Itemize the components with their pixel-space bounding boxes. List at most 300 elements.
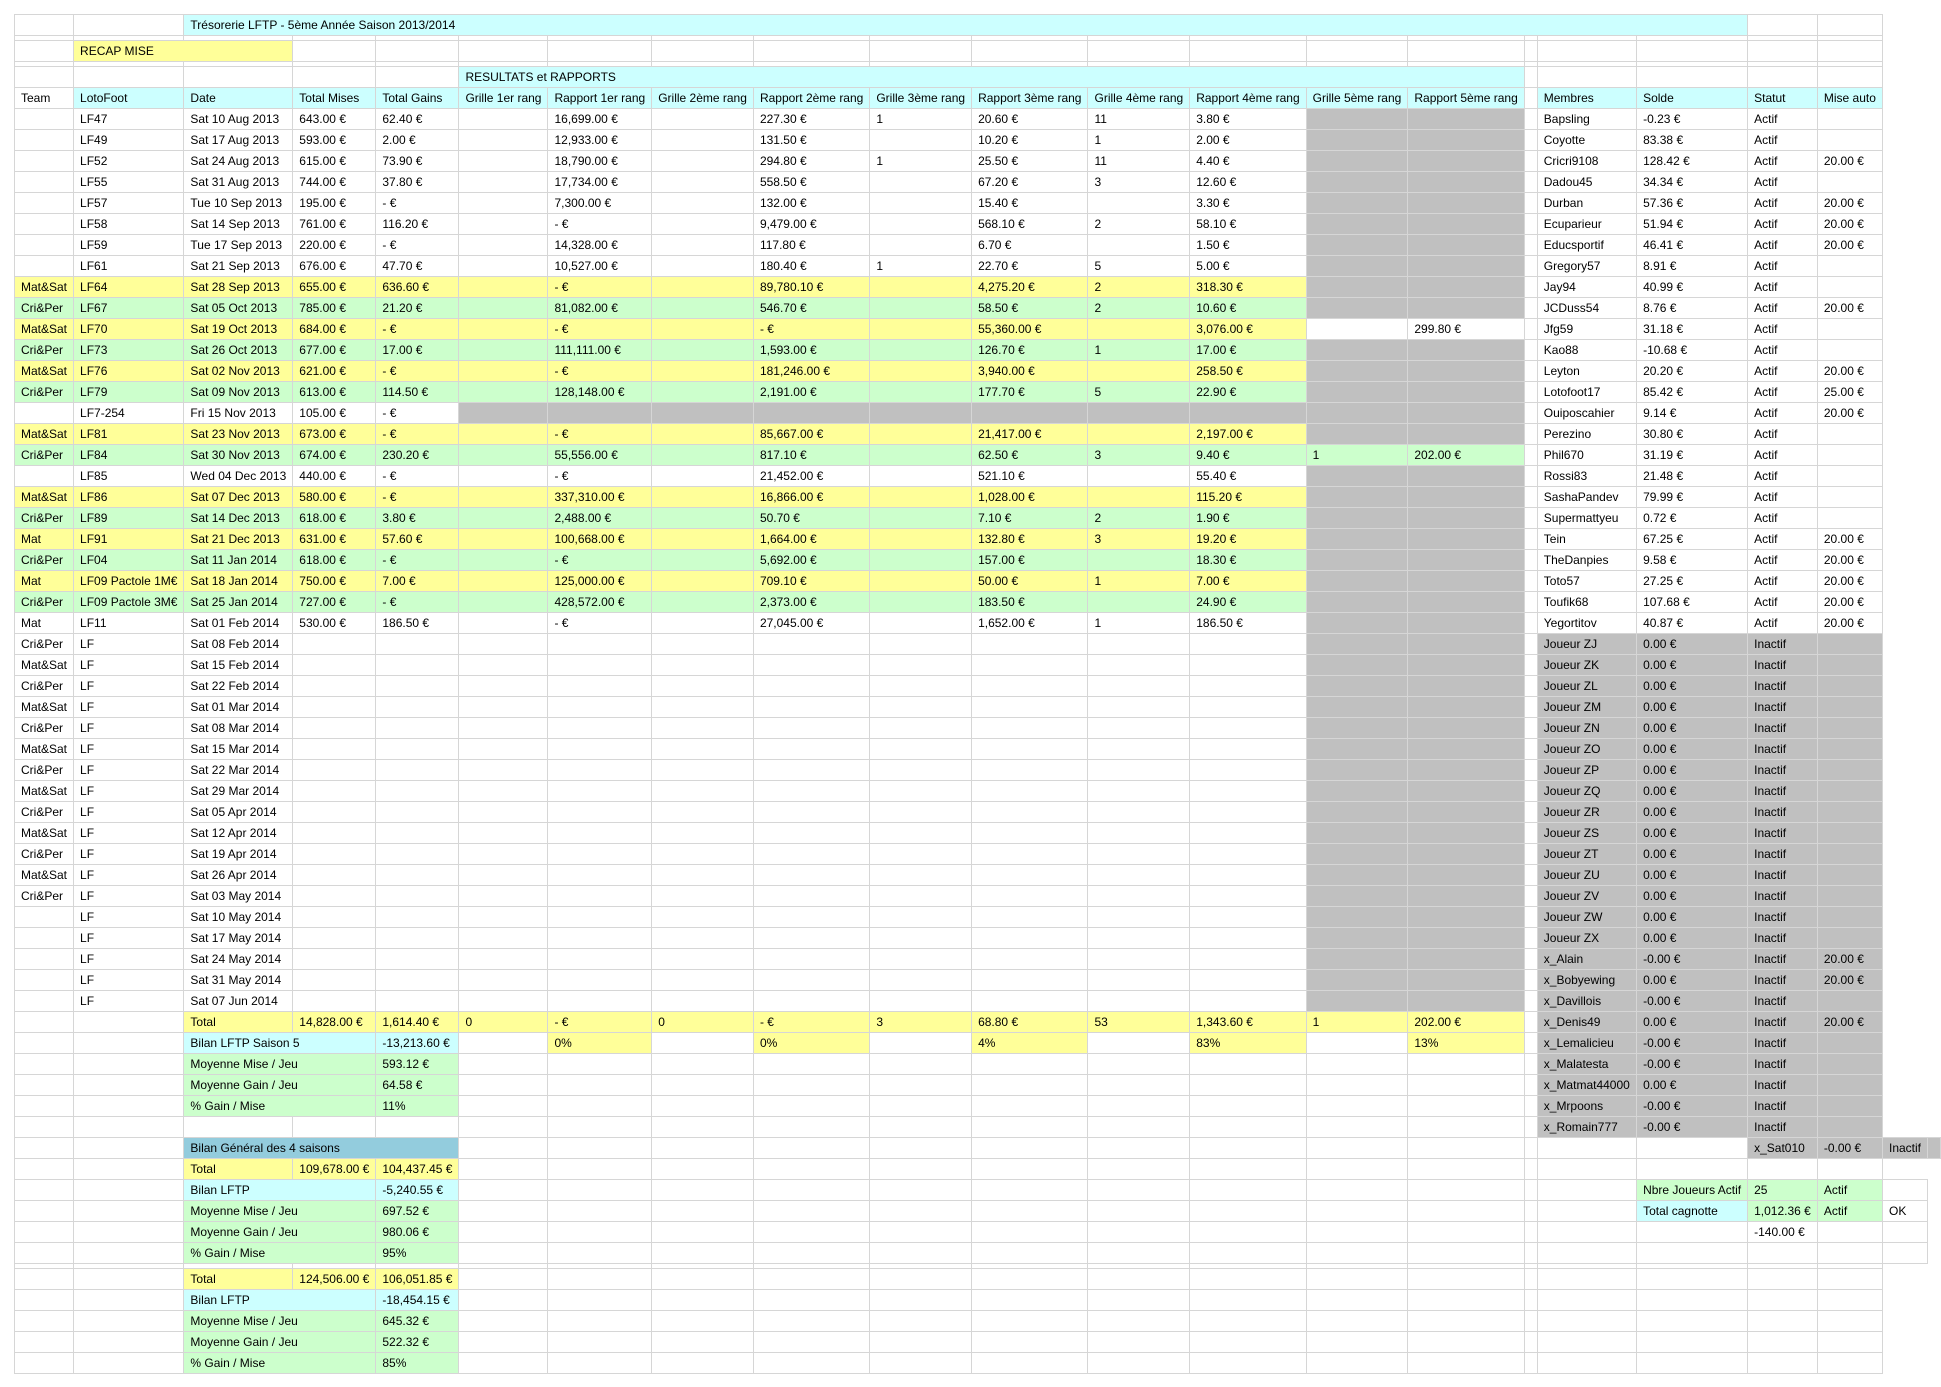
game-g3[interactable]: 1 (870, 256, 972, 277)
game-mises[interactable] (293, 823, 376, 844)
empty-cell[interactable] (652, 1290, 754, 1311)
member-statut[interactable]: Inactif (1748, 802, 1818, 823)
cagnotte-status[interactable]: Actif (1817, 1201, 1882, 1222)
empty-cell[interactable] (972, 1332, 1088, 1353)
game-gains[interactable]: 37.80 € (376, 172, 459, 193)
member-name[interactable]: Joueur ZX (1537, 928, 1636, 949)
member-solde[interactable]: 0.00 € (1637, 697, 1748, 718)
empty-cell[interactable] (459, 1353, 548, 1374)
cell[interactable] (972, 1096, 1088, 1117)
game-r4[interactable] (1190, 718, 1306, 739)
game-r5[interactable] (1408, 214, 1524, 235)
cell[interactable] (972, 1117, 1088, 1138)
game-gains[interactable]: 116.20 € (376, 214, 459, 235)
member-solde[interactable]: 0.00 € (1637, 907, 1748, 928)
member-mise-auto[interactable] (1817, 760, 1882, 781)
game-r4[interactable] (1190, 655, 1306, 676)
game-r5[interactable] (1408, 697, 1524, 718)
game-r5[interactable] (1408, 487, 1524, 508)
game-r1[interactable] (548, 718, 652, 739)
game-lf[interactable]: LF59 (74, 235, 184, 256)
cell[interactable] (1524, 172, 1537, 193)
member-statut[interactable]: Inactif (1748, 760, 1818, 781)
member-name[interactable]: x_Lemalicieu (1537, 1033, 1636, 1054)
game-g3[interactable] (870, 571, 972, 592)
game-r1[interactable] (548, 655, 652, 676)
game-g4[interactable] (1088, 466, 1190, 487)
game-r2[interactable]: 85,667.00 € (753, 424, 869, 445)
cell[interactable] (1524, 1138, 1537, 1159)
game-team[interactable] (15, 235, 74, 256)
cell[interactable] (548, 1222, 652, 1243)
game-date[interactable]: Sat 08 Feb 2014 (184, 634, 293, 655)
game-r3[interactable]: 521.10 € (972, 466, 1088, 487)
game-g5[interactable] (1306, 529, 1408, 550)
cell[interactable] (459, 1159, 548, 1180)
member-name[interactable]: Dadou45 (1537, 172, 1636, 193)
member-column-header[interactable]: Membres (1537, 88, 1636, 109)
game-team[interactable] (15, 256, 74, 277)
game-r5[interactable] (1408, 886, 1524, 907)
member-solde[interactable]: 0.00 € (1637, 844, 1748, 865)
cell[interactable] (652, 1243, 754, 1264)
game-r1[interactable] (548, 676, 652, 697)
game-team[interactable]: Mat&Sat (15, 697, 74, 718)
game-r1[interactable] (548, 886, 652, 907)
game-g4[interactable] (1088, 487, 1190, 508)
member-solde[interactable]: 0.00 € (1637, 1075, 1748, 1096)
empty-cell[interactable] (753, 41, 869, 62)
game-g1[interactable] (459, 319, 548, 340)
member-name[interactable]: Educsportif (1537, 235, 1636, 256)
game-g4[interactable] (1088, 697, 1190, 718)
game-r4[interactable]: 258.50 € (1190, 361, 1306, 382)
cell[interactable] (15, 41, 74, 62)
cell[interactable] (870, 1054, 972, 1075)
cell[interactable] (15, 1117, 74, 1138)
cell[interactable] (293, 67, 376, 88)
game-r2[interactable] (753, 676, 869, 697)
game-r2[interactable] (753, 907, 869, 928)
game-mises[interactable]: 673.00 € (293, 424, 376, 445)
game-g3[interactable] (870, 592, 972, 613)
game-g3[interactable] (870, 382, 972, 403)
game-g2[interactable] (652, 844, 754, 865)
game-g1[interactable] (459, 991, 548, 1012)
game-g1[interactable] (459, 907, 548, 928)
cell[interactable] (1088, 1159, 1190, 1180)
game-g4[interactable]: 5 (1088, 256, 1190, 277)
game-g2[interactable] (652, 550, 754, 571)
game-r5[interactable] (1408, 865, 1524, 886)
game-r1[interactable]: 18,790.00 € (548, 151, 652, 172)
general-total-gains[interactable]: 104,437.45 € (376, 1159, 459, 1180)
game-g3[interactable] (870, 172, 972, 193)
member-mise-auto[interactable] (1817, 991, 1882, 1012)
game-r3[interactable]: 1,652.00 € (972, 613, 1088, 634)
member-solde[interactable]: 0.00 € (1637, 970, 1748, 991)
game-g3[interactable] (870, 361, 972, 382)
game-team[interactable]: Cri&Per (15, 340, 74, 361)
cell[interactable] (1524, 1075, 1537, 1096)
cell[interactable] (1524, 781, 1537, 802)
game-r3[interactable] (972, 403, 1088, 424)
game-r5[interactable] (1408, 655, 1524, 676)
game-mises[interactable]: 785.00 € (293, 298, 376, 319)
game-g2[interactable] (652, 466, 754, 487)
game-g4[interactable] (1088, 655, 1190, 676)
cell[interactable] (1524, 1033, 1537, 1054)
member-mise-auto[interactable] (1817, 109, 1882, 130)
cell[interactable] (1524, 613, 1537, 634)
game-g1[interactable] (459, 634, 548, 655)
empty-cell[interactable] (652, 1269, 754, 1290)
game-g4[interactable] (1088, 823, 1190, 844)
cell[interactable] (870, 1138, 972, 1159)
member-mise-auto[interactable] (1928, 1138, 1941, 1159)
empty-cell[interactable] (1306, 1269, 1408, 1290)
member-solde[interactable]: 34.34 € (1637, 172, 1748, 193)
game-mises[interactable]: 643.00 € (293, 109, 376, 130)
game-r3[interactable] (972, 655, 1088, 676)
cell[interactable] (74, 1311, 184, 1332)
game-r3[interactable]: 55,360.00 € (972, 319, 1088, 340)
member-solde[interactable]: 40.99 € (1637, 277, 1748, 298)
member-mise-auto[interactable]: 20.00 € (1817, 949, 1882, 970)
member-statut[interactable]: Inactif (1748, 865, 1818, 886)
game-date[interactable]: Sat 30 Nov 2013 (184, 445, 293, 466)
game-g1[interactable] (459, 424, 548, 445)
member-mise-auto[interactable] (1817, 655, 1882, 676)
cell[interactable] (1088, 1096, 1190, 1117)
game-g5[interactable] (1306, 991, 1408, 1012)
game-g1[interactable] (459, 970, 548, 991)
empty-cell[interactable] (870, 1311, 972, 1332)
game-mises[interactable] (293, 844, 376, 865)
cell[interactable] (652, 1096, 754, 1117)
member-solde[interactable]: 0.00 € (1637, 823, 1748, 844)
cell[interactable] (74, 1117, 184, 1138)
game-r2[interactable]: 5,692.00 € (753, 550, 869, 571)
game-lf[interactable]: LF84 (74, 445, 184, 466)
game-r5[interactable] (1408, 718, 1524, 739)
cell[interactable] (74, 1332, 184, 1353)
cell[interactable] (74, 1269, 184, 1290)
game-g3[interactable] (870, 991, 972, 1012)
game-gains[interactable] (376, 676, 459, 697)
cell[interactable] (652, 1159, 754, 1180)
game-team[interactable] (15, 130, 74, 151)
game-g4[interactable]: 2 (1088, 508, 1190, 529)
member-name[interactable]: Joueur ZR (1537, 802, 1636, 823)
game-r2[interactable] (753, 403, 869, 424)
game-g5[interactable] (1306, 739, 1408, 760)
cell[interactable] (652, 1117, 754, 1138)
game-r1[interactable]: 125,000.00 € (548, 571, 652, 592)
game-r2[interactable] (753, 655, 869, 676)
totals-g3[interactable]: 3 (870, 1012, 972, 1033)
game-g1[interactable] (459, 298, 548, 319)
game-r1[interactable] (548, 802, 652, 823)
cell[interactable] (1882, 1243, 1927, 1264)
game-g1[interactable] (459, 193, 548, 214)
member-name[interactable]: Joueur ZP (1537, 760, 1636, 781)
empty-cell[interactable] (1748, 1353, 1818, 1374)
game-r5[interactable] (1408, 424, 1524, 445)
game-date[interactable]: Wed 04 Dec 2013 (184, 466, 293, 487)
member-mise-auto[interactable] (1817, 865, 1882, 886)
member-name[interactable]: x_Bobyewing (1537, 970, 1636, 991)
empty-cell[interactable] (1306, 41, 1408, 62)
game-r4[interactable] (1190, 949, 1306, 970)
game-team[interactable]: Cri&Per (15, 382, 74, 403)
cell[interactable] (1524, 319, 1537, 340)
season-stat-value[interactable]: 593.12 € (376, 1054, 459, 1075)
cell[interactable] (15, 1353, 74, 1374)
cell[interactable] (1537, 1138, 1636, 1159)
member-name[interactable]: TheDanpies (1537, 550, 1636, 571)
game-g4[interactable] (1088, 865, 1190, 886)
cell[interactable] (548, 1180, 652, 1201)
game-r1[interactable]: - € (548, 550, 652, 571)
game-r5[interactable] (1408, 340, 1524, 361)
game-g3[interactable] (870, 613, 972, 634)
game-r3[interactable]: 6.70 € (972, 235, 1088, 256)
game-team[interactable] (15, 403, 74, 424)
game-g4[interactable]: 3 (1088, 172, 1190, 193)
game-r4[interactable]: 1.90 € (1190, 508, 1306, 529)
game-lf[interactable]: LF58 (74, 214, 184, 235)
member-statut[interactable]: Inactif (1748, 1096, 1818, 1117)
cell[interactable] (1524, 1180, 1537, 1201)
game-g3[interactable] (870, 823, 972, 844)
game-lf[interactable]: LF (74, 760, 184, 781)
game-r2[interactable]: 131.50 € (753, 130, 869, 151)
game-date[interactable]: Sat 22 Feb 2014 (184, 676, 293, 697)
empty-cell[interactable] (1306, 1353, 1408, 1374)
game-team[interactable]: Mat&Sat (15, 361, 74, 382)
game-date[interactable]: Sat 05 Apr 2014 (184, 802, 293, 823)
game-date[interactable]: Sat 05 Oct 2013 (184, 298, 293, 319)
cell[interactable] (15, 1269, 74, 1290)
cell[interactable] (548, 1117, 652, 1138)
cell[interactable] (652, 1138, 754, 1159)
cell[interactable] (1306, 1075, 1408, 1096)
game-r2[interactable]: 294.80 € (753, 151, 869, 172)
game-team[interactable] (15, 151, 74, 172)
game-r3[interactable]: 15.40 € (972, 193, 1088, 214)
member-mise-auto[interactable] (1817, 256, 1882, 277)
game-g4[interactable] (1088, 739, 1190, 760)
cell[interactable] (74, 1243, 184, 1264)
member-statut[interactable]: Inactif (1748, 928, 1818, 949)
game-g1[interactable] (459, 844, 548, 865)
game-r4[interactable]: 115.20 € (1190, 487, 1306, 508)
game-g1[interactable] (459, 697, 548, 718)
empty-cell[interactable] (1524, 1269, 1537, 1290)
game-date[interactable]: Sat 24 May 2014 (184, 949, 293, 970)
member-mise-auto[interactable]: 20.00 € (1817, 571, 1882, 592)
game-team[interactable]: Cri&Per (15, 634, 74, 655)
game-g2[interactable] (652, 151, 754, 172)
empty-cell[interactable] (753, 1290, 869, 1311)
game-r1[interactable]: 428,572.00 € (548, 592, 652, 613)
member-mise-auto[interactable]: 20.00 € (1817, 613, 1882, 634)
empty-cell[interactable] (1088, 1311, 1190, 1332)
member-solde[interactable]: 0.00 € (1637, 928, 1748, 949)
game-lf[interactable]: LF (74, 991, 184, 1012)
game-r1[interactable]: 55,556.00 € (548, 445, 652, 466)
cell[interactable] (15, 1311, 74, 1332)
cell[interactable] (1537, 1159, 1636, 1180)
game-g5[interactable] (1306, 634, 1408, 655)
member-solde[interactable]: -0.00 € (1817, 1138, 1882, 1159)
cell[interactable] (1524, 844, 1537, 865)
game-r3[interactable] (972, 760, 1088, 781)
member-mise-auto[interactable] (1817, 697, 1882, 718)
member-mise-auto[interactable] (1817, 340, 1882, 361)
cell[interactable] (753, 1201, 869, 1222)
game-team[interactable]: Cri&Per (15, 802, 74, 823)
cell[interactable] (1524, 592, 1537, 613)
game-g5[interactable] (1306, 298, 1408, 319)
game-mises[interactable]: 677.00 € (293, 340, 376, 361)
game-r2[interactable]: 227.30 € (753, 109, 869, 130)
game-g3[interactable] (870, 760, 972, 781)
season-stat-value[interactable]: 64.58 € (376, 1075, 459, 1096)
cell[interactable] (1524, 508, 1537, 529)
game-lf[interactable]: LF91 (74, 529, 184, 550)
game-g3[interactable]: 1 (870, 151, 972, 172)
game-g5[interactable] (1306, 781, 1408, 802)
cell[interactable] (459, 1180, 548, 1201)
cell[interactable] (1524, 382, 1537, 403)
game-mises[interactable]: 727.00 € (293, 592, 376, 613)
cell[interactable] (15, 67, 74, 88)
cell[interactable] (15, 15, 74, 36)
game-mises[interactable] (293, 760, 376, 781)
member-name[interactable]: x_Matmat44000 (1537, 1075, 1636, 1096)
member-name[interactable]: x_Romain777 (1537, 1117, 1636, 1138)
game-g1[interactable] (459, 508, 548, 529)
game-date[interactable]: Sat 15 Mar 2014 (184, 739, 293, 760)
game-g4[interactable] (1088, 193, 1190, 214)
cell[interactable] (1524, 424, 1537, 445)
game-g4[interactable]: 1 (1088, 571, 1190, 592)
column-header[interactable]: Date (184, 88, 293, 109)
game-g5[interactable] (1306, 802, 1408, 823)
empty-cell[interactable] (1088, 1290, 1190, 1311)
empty-cell[interactable] (1637, 67, 1748, 88)
member-statut[interactable]: Actif (1748, 382, 1818, 403)
game-g2[interactable] (652, 592, 754, 613)
game-g5[interactable]: 1 (1306, 445, 1408, 466)
member-name[interactable]: Joueur ZO (1537, 739, 1636, 760)
game-g5[interactable] (1306, 760, 1408, 781)
game-g2[interactable] (652, 424, 754, 445)
member-name[interactable]: x_Davillois (1537, 991, 1636, 1012)
game-g2[interactable] (652, 130, 754, 151)
game-gains[interactable] (376, 739, 459, 760)
pct-5[interactable]: 13% (1408, 1033, 1524, 1054)
game-r3[interactable]: 132.80 € (972, 529, 1088, 550)
game-lf[interactable]: LF81 (74, 424, 184, 445)
game-team[interactable] (15, 193, 74, 214)
game-gains[interactable]: 114.50 € (376, 382, 459, 403)
game-g2[interactable] (652, 613, 754, 634)
game-gains[interactable]: - € (376, 466, 459, 487)
cell[interactable] (652, 1075, 754, 1096)
game-mises[interactable]: 618.00 € (293, 550, 376, 571)
cell[interactable] (459, 1201, 548, 1222)
game-date[interactable]: Sat 14 Sep 2013 (184, 214, 293, 235)
game-g1[interactable] (459, 571, 548, 592)
game-lf[interactable]: LF67 (74, 298, 184, 319)
game-g5[interactable] (1306, 907, 1408, 928)
game-lf[interactable]: LF85 (74, 466, 184, 487)
column-header[interactable]: Grille 5ème rang (1306, 88, 1408, 109)
game-date[interactable]: Sat 17 May 2014 (184, 928, 293, 949)
member-statut[interactable]: Inactif (1748, 949, 1818, 970)
game-team[interactable]: Mat&Sat (15, 865, 74, 886)
bilan-season-value[interactable]: -13,213.60 € (376, 1033, 459, 1054)
game-mises[interactable]: 750.00 € (293, 571, 376, 592)
cell[interactable] (1190, 1201, 1306, 1222)
game-g2[interactable] (652, 928, 754, 949)
empty-cell[interactable] (548, 41, 652, 62)
game-team[interactable]: Cri&Per (15, 676, 74, 697)
game-date[interactable]: Sat 01 Feb 2014 (184, 613, 293, 634)
member-solde[interactable]: 0.00 € (1637, 1012, 1748, 1033)
member-statut[interactable]: Actif (1748, 235, 1818, 256)
empty-cell[interactable] (376, 41, 459, 62)
game-mises[interactable] (293, 949, 376, 970)
game-r4[interactable] (1190, 886, 1306, 907)
game-g1[interactable] (459, 823, 548, 844)
game-g1[interactable] (459, 781, 548, 802)
game-g2[interactable] (652, 571, 754, 592)
cell[interactable] (1524, 655, 1537, 676)
game-r2[interactable]: 117.80 € (753, 235, 869, 256)
game-g5[interactable] (1306, 844, 1408, 865)
cell[interactable] (548, 1201, 652, 1222)
member-name[interactable]: Joueur ZU (1537, 865, 1636, 886)
empty-cell[interactable] (1306, 1311, 1408, 1332)
game-r5[interactable] (1408, 529, 1524, 550)
game-lf[interactable]: LF89 (74, 508, 184, 529)
game-r1[interactable] (548, 403, 652, 424)
game-r3[interactable] (972, 781, 1088, 802)
member-name[interactable]: JCDuss54 (1537, 298, 1636, 319)
game-g5[interactable] (1306, 697, 1408, 718)
pct-3[interactable]: 4% (972, 1033, 1088, 1054)
cell[interactable] (1637, 1222, 1748, 1243)
game-g3[interactable]: 1 (870, 109, 972, 130)
general-total-mises[interactable]: 109,678.00 € (293, 1159, 376, 1180)
cell[interactable] (1524, 1159, 1537, 1180)
overall-bilan-value[interactable]: -18,454.15 € (376, 1290, 459, 1311)
cell[interactable] (459, 1243, 548, 1264)
game-g4[interactable] (1088, 550, 1190, 571)
game-r1[interactable]: - € (548, 466, 652, 487)
cell[interactable] (74, 1096, 184, 1117)
game-g4[interactable] (1088, 844, 1190, 865)
game-r2[interactable] (753, 865, 869, 886)
game-date[interactable]: Sat 24 Aug 2013 (184, 151, 293, 172)
member-mise-auto[interactable] (1817, 907, 1882, 928)
game-g2[interactable] (652, 991, 754, 1012)
overall-stat-label[interactable]: % Gain / Mise (184, 1353, 376, 1374)
